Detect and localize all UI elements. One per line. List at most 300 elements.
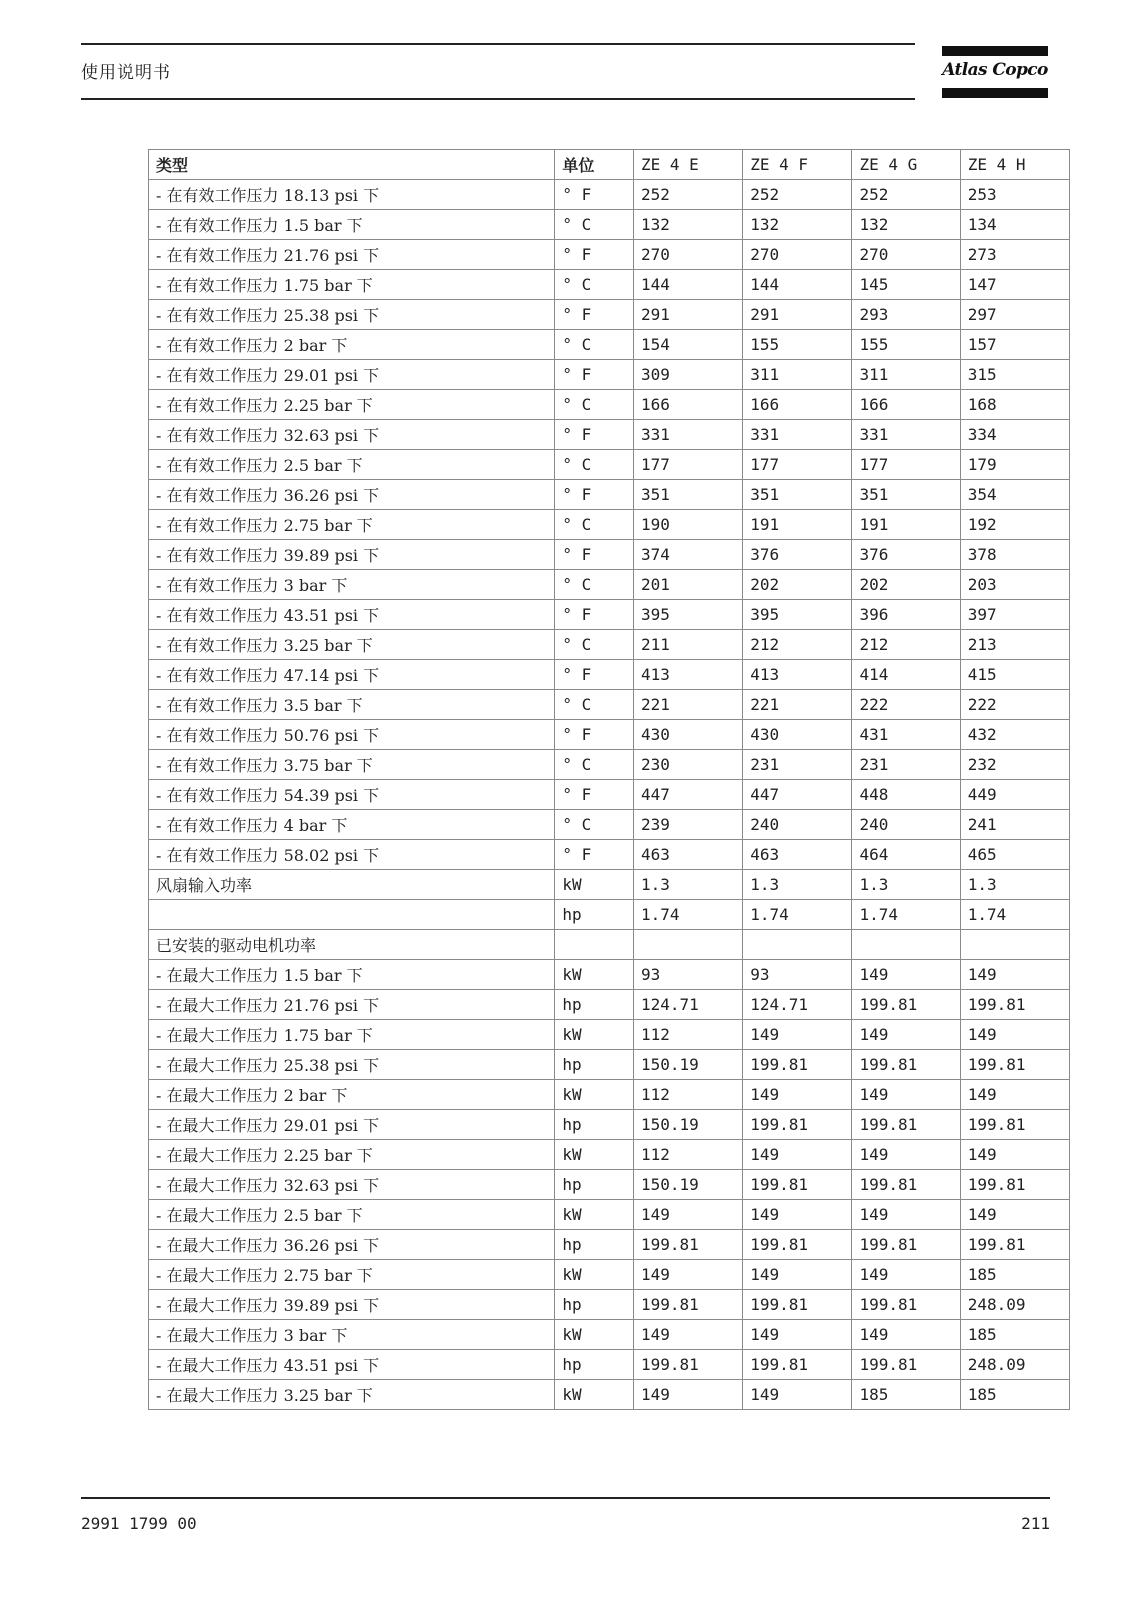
row-unit: ° C [555, 330, 634, 360]
row-label: - 在最大工作压力 3.25 bar 下 [149, 1380, 555, 1410]
row-value: 273 [960, 240, 1069, 270]
row-value: 212 [852, 630, 960, 660]
column-header-type: 类型 [149, 150, 555, 180]
row-value: 413 [743, 660, 852, 690]
row-unit: hp [555, 1350, 634, 1380]
column-header-model: ZE 4 G [852, 150, 960, 180]
row-label: - 在有效工作压力 3.25 bar 下 [149, 630, 555, 660]
row-unit: kW [555, 960, 634, 990]
row-value: 1.74 [852, 900, 960, 930]
row-value: 293 [852, 300, 960, 330]
row-value: 463 [633, 840, 742, 870]
row-value: 149 [960, 1140, 1069, 1170]
row-value: 134 [960, 210, 1069, 240]
row-value: 311 [743, 360, 852, 390]
row-value: 252 [852, 180, 960, 210]
row-label: - 在有效工作压力 21.76 psi 下 [149, 240, 555, 270]
table-row [149, 1380, 1070, 1410]
row-value: 449 [960, 780, 1069, 810]
row-value: 291 [743, 300, 852, 330]
row-value: 149 [743, 1320, 852, 1350]
row-value: 149 [743, 1020, 852, 1050]
column-header-model: ZE 4 E [633, 150, 742, 180]
table-row [149, 1080, 1070, 1110]
table-row [149, 450, 1070, 480]
row-value: 166 [852, 390, 960, 420]
specification-table [148, 149, 1070, 1410]
row-value: 351 [852, 480, 960, 510]
row-label: - 在有效工作压力 1.5 bar 下 [149, 210, 555, 240]
table-row [149, 1200, 1070, 1230]
row-value: 199.81 [633, 1290, 742, 1320]
row-value: 177 [743, 450, 852, 480]
table-row [149, 1140, 1070, 1170]
row-value: 221 [743, 690, 852, 720]
row-value: 93 [743, 960, 852, 990]
row-unit: ° C [555, 210, 634, 240]
row-value: 149 [743, 1380, 852, 1410]
table-row [149, 330, 1070, 360]
row-value: 150.19 [633, 1170, 742, 1200]
row-value: 199.81 [743, 1350, 852, 1380]
row-value: 149 [852, 1140, 960, 1170]
row-label: - 在有效工作压力 29.01 psi 下 [149, 360, 555, 390]
table-row [149, 810, 1070, 840]
row-value: 177 [852, 450, 960, 480]
row-value: 149 [743, 1140, 852, 1170]
row-label: - 在有效工作压力 50.76 psi 下 [149, 720, 555, 750]
row-value: 201 [633, 570, 742, 600]
row-unit: ° C [555, 510, 634, 540]
row-value: 222 [852, 690, 960, 720]
table-row [149, 540, 1070, 570]
row-value: 124.71 [633, 990, 742, 1020]
row-value: 93 [633, 960, 742, 990]
row-value: 132 [852, 210, 960, 240]
row-value: 191 [852, 510, 960, 540]
row-value: 199.81 [743, 1290, 852, 1320]
row-unit: hp [555, 990, 634, 1020]
column-header-unit: 单位 [555, 150, 634, 180]
row-value: 239 [633, 810, 742, 840]
table-row [149, 240, 1070, 270]
table-row [149, 480, 1070, 510]
row-value: 309 [633, 360, 742, 390]
row-value: 149 [633, 1200, 742, 1230]
row-value [960, 930, 1069, 960]
row-value: 376 [852, 540, 960, 570]
column-header-model: ZE 4 F [743, 150, 852, 180]
row-value: 397 [960, 600, 1069, 630]
row-unit: hp [555, 1230, 634, 1260]
row-value: 144 [633, 270, 742, 300]
document-title: 使用说明书 [81, 63, 171, 83]
row-value: 231 [743, 750, 852, 780]
row-value: 199.81 [852, 1050, 960, 1080]
row-value: 185 [960, 1380, 1069, 1410]
row-value: 378 [960, 540, 1069, 570]
row-value: 331 [743, 420, 852, 450]
row-value: 248.09 [960, 1350, 1069, 1380]
row-unit: hp [555, 900, 634, 930]
row-unit: ° F [555, 240, 634, 270]
row-value: 149 [852, 1320, 960, 1350]
table-row [149, 390, 1070, 420]
row-value: 199.81 [960, 990, 1069, 1020]
row-unit: ° C [555, 810, 634, 840]
row-value: 144 [743, 270, 852, 300]
row-unit: hp [555, 1110, 634, 1140]
row-label: - 在最大工作压力 21.76 psi 下 [149, 990, 555, 1020]
row-value: 395 [743, 600, 852, 630]
row-value: 240 [743, 810, 852, 840]
row-value: 192 [960, 510, 1069, 540]
row-value: 199.81 [633, 1350, 742, 1380]
row-value: 149 [852, 1200, 960, 1230]
row-value: 124.71 [743, 990, 852, 1020]
atlas-copco-logo [942, 46, 1048, 100]
row-value: 154 [633, 330, 742, 360]
row-unit: ° C [555, 750, 634, 780]
row-value: 179 [960, 450, 1069, 480]
row-value: 297 [960, 300, 1069, 330]
row-value: 199.81 [743, 1110, 852, 1140]
row-value: 415 [960, 660, 1069, 690]
row-value: 145 [852, 270, 960, 300]
table-row [149, 930, 1070, 960]
row-value: 351 [743, 480, 852, 510]
logo-bottom-bar [942, 88, 1048, 98]
row-label: - 在最大工作压力 3 bar 下 [149, 1320, 555, 1350]
row-value: 464 [852, 840, 960, 870]
row-unit: kW [555, 1380, 634, 1410]
row-value: 168 [960, 390, 1069, 420]
table-row [149, 960, 1070, 990]
row-value: 252 [633, 180, 742, 210]
row-value: 132 [743, 210, 852, 240]
table-row [149, 360, 1070, 390]
row-value: 248.09 [960, 1290, 1069, 1320]
row-value: 221 [633, 690, 742, 720]
table-row [149, 300, 1070, 330]
row-value: 199.81 [960, 1230, 1069, 1260]
row-unit: kW [555, 1200, 634, 1230]
row-unit: ° F [555, 720, 634, 750]
row-value: 232 [960, 750, 1069, 780]
row-value: 331 [852, 420, 960, 450]
row-value: 1.74 [960, 900, 1069, 930]
row-label: - 在最大工作压力 36.26 psi 下 [149, 1230, 555, 1260]
row-value: 157 [960, 330, 1069, 360]
table-row [149, 1050, 1070, 1080]
row-unit: kW [555, 870, 634, 900]
table-row [149, 210, 1070, 240]
row-value: 211 [633, 630, 742, 660]
row-value: 112 [633, 1020, 742, 1050]
row-value: 202 [743, 570, 852, 600]
row-unit: ° C [555, 450, 634, 480]
row-label: 风扇输入功率 [149, 870, 555, 900]
row-value: 465 [960, 840, 1069, 870]
row-value: 230 [633, 750, 742, 780]
row-unit: ° F [555, 180, 634, 210]
row-value: 253 [960, 180, 1069, 210]
row-value: 149 [960, 1080, 1069, 1110]
row-value: 396 [852, 600, 960, 630]
row-label: - 在有效工作压力 2 bar 下 [149, 330, 555, 360]
row-value: 199.81 [852, 1110, 960, 1140]
table-row [149, 900, 1070, 930]
row-value: 149 [852, 1080, 960, 1110]
row-label: - 在最大工作压力 2.5 bar 下 [149, 1200, 555, 1230]
row-value [633, 930, 742, 960]
table-row [149, 600, 1070, 630]
row-value: 150.19 [633, 1050, 742, 1080]
row-value: 374 [633, 540, 742, 570]
row-value: 447 [743, 780, 852, 810]
row-value: 270 [633, 240, 742, 270]
row-unit: ° C [555, 630, 634, 660]
table-row [149, 180, 1070, 210]
table-row [149, 1170, 1070, 1200]
row-label: - 在有效工作压力 2.5 bar 下 [149, 450, 555, 480]
row-value: 270 [852, 240, 960, 270]
row-label: - 在最大工作压力 32.63 psi 下 [149, 1170, 555, 1200]
row-value: 1.3 [633, 870, 742, 900]
table-row [149, 780, 1070, 810]
row-value: 1.74 [633, 900, 742, 930]
row-unit: ° C [555, 390, 634, 420]
row-label: - 在最大工作压力 29.01 psi 下 [149, 1110, 555, 1140]
row-value: 315 [960, 360, 1069, 390]
row-value: 413 [633, 660, 742, 690]
row-value: 241 [960, 810, 1069, 840]
row-value: 149 [743, 1260, 852, 1290]
row-value: 212 [743, 630, 852, 660]
row-value: 199.81 [852, 1170, 960, 1200]
row-value: 149 [852, 1020, 960, 1050]
table-row [149, 1020, 1070, 1050]
table-row [149, 630, 1070, 660]
header-bottom-rule [81, 98, 915, 100]
logo-wordmark: Atlas Copco [942, 60, 1048, 80]
row-label: - 在有效工作压力 3.75 bar 下 [149, 750, 555, 780]
row-unit: ° F [555, 600, 634, 630]
table-row [149, 1260, 1070, 1290]
row-unit: hp [555, 1050, 634, 1080]
row-value: 185 [852, 1380, 960, 1410]
row-unit [555, 930, 634, 960]
row-label: - 在最大工作压力 2.75 bar 下 [149, 1260, 555, 1290]
row-value: 331 [633, 420, 742, 450]
table-row [149, 720, 1070, 750]
row-value: 1.74 [743, 900, 852, 930]
row-label: - 在有效工作压力 58.02 psi 下 [149, 840, 555, 870]
row-value: 222 [960, 690, 1069, 720]
row-unit: ° F [555, 480, 634, 510]
row-label: - 在最大工作压力 39.89 psi 下 [149, 1290, 555, 1320]
row-label: - 在有效工作压力 32.63 psi 下 [149, 420, 555, 450]
row-label: - 在有效工作压力 47.14 psi 下 [149, 660, 555, 690]
table-row [149, 990, 1070, 1020]
row-value: 132 [633, 210, 742, 240]
row-value: 414 [852, 660, 960, 690]
row-value: 155 [852, 330, 960, 360]
row-value: 149 [960, 960, 1069, 990]
row-unit: ° F [555, 780, 634, 810]
row-value [743, 930, 852, 960]
header-top-rule [81, 43, 915, 45]
row-value: 199.81 [633, 1230, 742, 1260]
row-unit: ° F [555, 840, 634, 870]
row-value: 149 [960, 1200, 1069, 1230]
row-value: 166 [633, 390, 742, 420]
row-value: 199.81 [960, 1110, 1069, 1140]
row-value: 177 [633, 450, 742, 480]
row-value: 199.81 [852, 990, 960, 1020]
table-row [149, 840, 1070, 870]
table-row [149, 1350, 1070, 1380]
row-unit: kW [555, 1260, 634, 1290]
row-value: 430 [633, 720, 742, 750]
row-value: 149 [852, 960, 960, 990]
row-label: - 在有效工作压力 54.39 psi 下 [149, 780, 555, 810]
row-value: 463 [743, 840, 852, 870]
table-row [149, 690, 1070, 720]
row-value: 199.81 [852, 1230, 960, 1260]
row-value: 1.3 [743, 870, 852, 900]
row-unit: ° F [555, 360, 634, 390]
table-row [149, 750, 1070, 780]
table-row [149, 420, 1070, 450]
row-unit: ° C [555, 690, 634, 720]
row-value: 199.81 [960, 1170, 1069, 1200]
row-label: - 在有效工作压力 2.75 bar 下 [149, 510, 555, 540]
row-value: 199.81 [852, 1350, 960, 1380]
table-header-row [149, 150, 1070, 180]
document-number: 2991 1799 00 [81, 1514, 197, 1533]
row-value: 240 [852, 810, 960, 840]
row-value: 202 [852, 570, 960, 600]
row-label: - 在有效工作压力 39.89 psi 下 [149, 540, 555, 570]
row-value: 334 [960, 420, 1069, 450]
row-value: 185 [960, 1320, 1069, 1350]
row-value: 447 [633, 780, 742, 810]
row-value: 199.81 [743, 1170, 852, 1200]
row-label: - 在有效工作压力 3 bar 下 [149, 570, 555, 600]
row-value: 270 [743, 240, 852, 270]
table-row [149, 1110, 1070, 1140]
row-value: 448 [852, 780, 960, 810]
row-value: 112 [633, 1080, 742, 1110]
row-label [149, 900, 555, 930]
row-value: 185 [960, 1260, 1069, 1290]
table-row [149, 1290, 1070, 1320]
row-unit: ° F [555, 660, 634, 690]
row-value: 199.81 [743, 1230, 852, 1260]
row-value: 149 [633, 1260, 742, 1290]
table-row [149, 870, 1070, 900]
row-value: 311 [852, 360, 960, 390]
page-number: 211 [1021, 1514, 1050, 1533]
row-label: - 在有效工作压力 36.26 psi 下 [149, 480, 555, 510]
row-label: - 在最大工作压力 1.75 bar 下 [149, 1020, 555, 1050]
row-label: - 在有效工作压力 18.13 psi 下 [149, 180, 555, 210]
row-value: 149 [743, 1080, 852, 1110]
row-value: 149 [743, 1200, 852, 1230]
row-value: 376 [743, 540, 852, 570]
row-value: 1.3 [960, 870, 1069, 900]
row-value: 291 [633, 300, 742, 330]
row-value: 191 [743, 510, 852, 540]
row-value: 252 [743, 180, 852, 210]
row-value: 199.81 [852, 1290, 960, 1320]
row-value: 149 [960, 1020, 1069, 1050]
column-header-model: ZE 4 H [960, 150, 1069, 180]
table-row [149, 1320, 1070, 1350]
row-value: 395 [633, 600, 742, 630]
row-value: 149 [633, 1380, 742, 1410]
row-label: 已安装的驱动电机功率 [149, 930, 555, 960]
row-value: 112 [633, 1140, 742, 1170]
row-value: 190 [633, 510, 742, 540]
footer-rule [81, 1497, 1050, 1499]
row-value: 155 [743, 330, 852, 360]
row-value: 199.81 [743, 1050, 852, 1080]
row-label: - 在最大工作压力 25.38 psi 下 [149, 1050, 555, 1080]
row-value: 1.3 [852, 870, 960, 900]
row-label: - 在有效工作压力 25.38 psi 下 [149, 300, 555, 330]
row-unit: ° F [555, 300, 634, 330]
row-label: - 在有效工作压力 2.25 bar 下 [149, 390, 555, 420]
row-unit: hp [555, 1290, 634, 1320]
row-label: - 在最大工作压力 43.51 psi 下 [149, 1350, 555, 1380]
row-value: 203 [960, 570, 1069, 600]
row-unit: hp [555, 1170, 634, 1200]
row-label: - 在最大工作压力 2 bar 下 [149, 1080, 555, 1110]
row-unit: kW [555, 1020, 634, 1050]
row-label: - 在有效工作压力 43.51 psi 下 [149, 600, 555, 630]
row-value: 430 [743, 720, 852, 750]
row-unit: ° F [555, 420, 634, 450]
row-value: 199.81 [960, 1050, 1069, 1080]
table-row [149, 570, 1070, 600]
row-unit: kW [555, 1140, 634, 1170]
row-label: - 在有效工作压力 1.75 bar 下 [149, 270, 555, 300]
table-row [149, 660, 1070, 690]
row-label: - 在有效工作压力 3.5 bar 下 [149, 690, 555, 720]
row-value: 147 [960, 270, 1069, 300]
row-value [852, 930, 960, 960]
row-value: 351 [633, 480, 742, 510]
row-value: 354 [960, 480, 1069, 510]
row-value: 231 [852, 750, 960, 780]
logo-top-bar [942, 46, 1048, 56]
row-value: 166 [743, 390, 852, 420]
row-unit: ° C [555, 270, 634, 300]
row-label: - 在最大工作压力 2.25 bar 下 [149, 1140, 555, 1170]
row-value: 432 [960, 720, 1069, 750]
row-unit: ° F [555, 540, 634, 570]
row-value: 431 [852, 720, 960, 750]
row-unit: ° C [555, 570, 634, 600]
row-label: - 在有效工作压力 4 bar 下 [149, 810, 555, 840]
row-value: 149 [852, 1260, 960, 1290]
row-unit: kW [555, 1320, 634, 1350]
row-value: 150.19 [633, 1110, 742, 1140]
row-unit: kW [555, 1080, 634, 1110]
table-row [149, 270, 1070, 300]
